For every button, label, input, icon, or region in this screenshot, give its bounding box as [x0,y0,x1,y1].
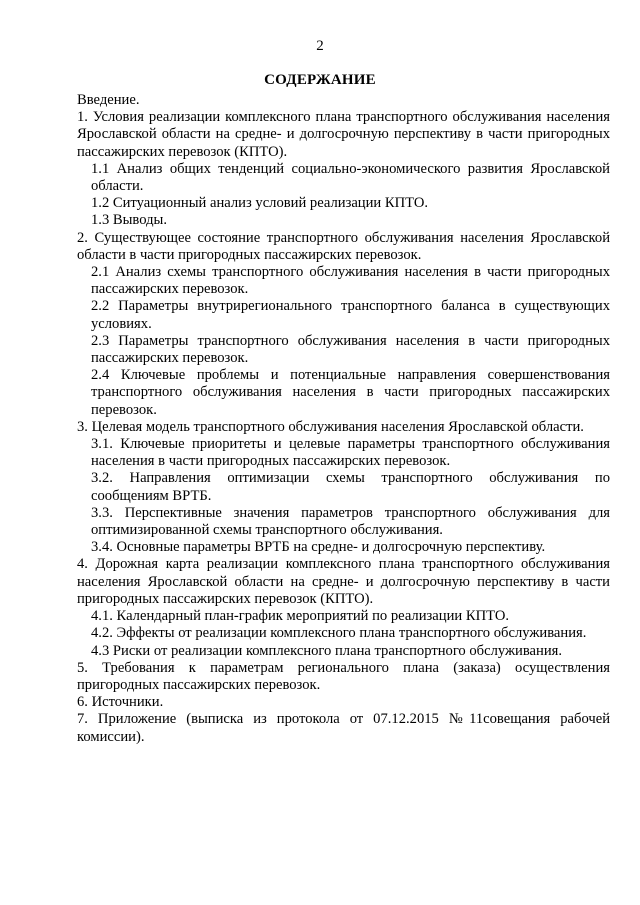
toc-entry-1-2: 1.2 Ситуационный анализ условий реализации КПТО. [91,195,429,212]
toc-entry-3-1: 3.1. Ключевые приоритеты и целевые параметры транспортного обслуживания населения в части пригородных пассажирских перевозок. [91,436,610,470]
toc-entry-4: 4. Дорожная карта реализации комплексного плана транспортного обслуживания населения Ярославской области на средне- и долгосрочную перспективу в части пригородных пассажирских перевозок (КПТО). [77,556,610,607]
page-number: 2 [316,38,324,54]
toc-entry-3-2: 3.2. Направления оптимизации схемы транспортного обслуживания по сообщениям ВРТБ. [91,470,610,504]
toc-entry-4-3: 4.3 Риски от реализации комплексного плана транспортного обслуживания. [91,642,563,659]
page-title: СОДЕРЖАНИЕ [264,72,376,88]
toc-entry-3: 3. Целевая модель транспортного обслуживания населения Ярославской области. [77,418,584,435]
toc-entry-2-3: 2.3 Параметры транспортного обслуживания населения в части пригородных пассажирских перевозок. [91,332,610,367]
toc-entry-5: 5. Требования к параметрам регионального плана (заказа) осуществления пригородных пассажирских перевозок. [77,659,610,693]
toc-entry-2: 2. Существующее состояние транспортного обслуживания населения Ярославской области в части пригородных пассажирских перевозок. [77,229,610,263]
toc-entry-2-4: 2.4 Ключевые проблемы и потенциальные направления совершенствования транспортного обслуживания населения в части пригородных пассажирских перевозок. [91,367,610,418]
toc-entry-1-3: 1.3 Выводы. [91,212,167,229]
toc-entry-6: 6. Источники. [77,694,164,711]
table-of-contents [77,92,610,746]
toc-entry-2-1: 2.1 Анализ схемы транспортного обслуживания населения в части пригородных пассажирских перевозок. [91,264,610,298]
toc-entry-1: 1. Условия реализации комплексного плана транспортного обслуживания населения Ярославской области на средне- и долгосрочную перспективу в части пригородных пассажирских перевозок (КПТО). [77,109,610,160]
toc-entry-4-1: 4.1. Календарный план-график мероприятий по реализации КПТО. [91,608,510,625]
toc-entry-3-4: 3.4. Основные параметры ВРТБ на средне- и долгосрочную перспективу. [91,539,546,556]
toc-entry-7: 7. Приложение (выписка из протокола от 07.12.2015 №11совещания рабочей комиссии). [77,711,610,745]
toc-entry-1-1: 1.1 Анализ общих тенденций социально-экономического развития Ярославской области. [91,160,610,195]
toc-entry-4-2: 4.2. Эффекты от реализации комплексного плана транспортного обслуживания. [91,625,587,642]
toc-entry-intro: Введение. [77,92,140,108]
toc-entry-2-2: 2.2 Параметры внутрирегионального транспортного баланса в существующих условиях. [91,298,610,332]
toc-entry-3-3: 3.3. Перспективные значения параметров транспортного обслуживания для оптимизированной схемы транспортного обслуживания. [91,504,610,539]
